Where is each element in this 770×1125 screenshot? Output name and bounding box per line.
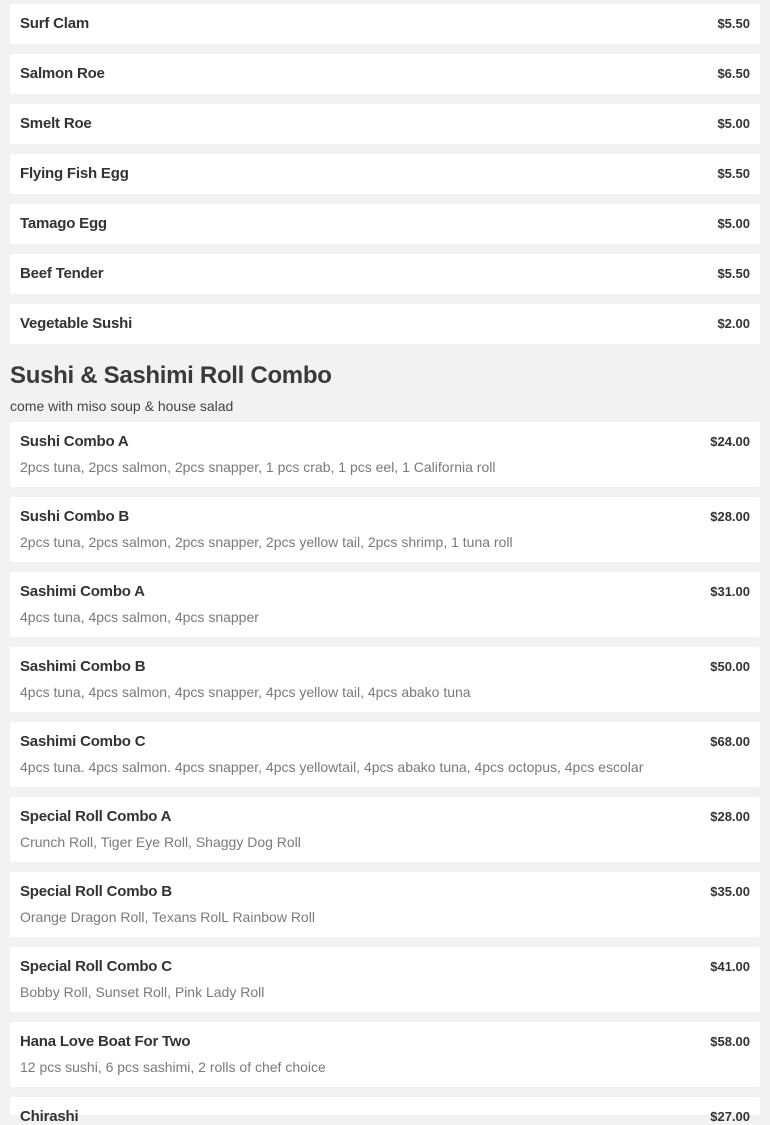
menu-item-card[interactable]	[10, 204, 760, 244]
menu-item-name: Sashimi Combo A	[20, 583, 145, 600]
menu-item-name: Sashimi Combo C	[20, 733, 146, 750]
menu-item-description: Orange Dragon Roll, Texans RolL Rainbow Roll	[20, 909, 315, 925]
menu-item-card[interactable]	[10, 422, 760, 487]
menu-item-name: Beef Tender	[20, 265, 104, 282]
menu-item-price: $35.00	[710, 884, 750, 899]
menu-item-name: Sushi Combo A	[20, 433, 129, 450]
menu-item-description: Bobby Roll, Sunset Roll, Pink Lady Roll	[20, 984, 265, 1000]
menu-item-card[interactable]	[10, 154, 760, 194]
menu-item-card[interactable]	[10, 1022, 760, 1087]
menu-item-name: Tamago Egg	[20, 215, 107, 232]
menu-item-price: $28.00	[710, 509, 750, 524]
menu-item-name: Salmon Roe	[20, 65, 105, 82]
menu-item-price: $27.00	[710, 1109, 750, 1124]
menu-item-card[interactable]	[10, 1097, 760, 1125]
menu-item-price: $5.50	[717, 166, 750, 181]
menu-item-name: Sashimi Combo B	[20, 658, 146, 675]
menu-item-card[interactable]	[10, 254, 760, 294]
menu-item-description: 4pcs tuna, 4pcs salmon, 4pcs snapper, 4pcs yellow tail, 4pcs abako tuna	[20, 684, 471, 700]
menu-item-name: Special Roll Combo B	[20, 883, 172, 900]
menu-item-description: Crunch Roll, Tiger Eye Roll, Shaggy Dog Roll	[20, 834, 301, 850]
menu-item-card[interactable]	[10, 4, 760, 44]
menu-item-name: Flying Fish Egg	[20, 165, 129, 182]
menu-item-description: 2pcs tuna, 2pcs salmon, 2pcs snapper, 1 pcs crab, 1 pcs eel, 1 California roll	[20, 459, 496, 475]
menu-item-price: $58.00	[710, 1034, 750, 1049]
menu-item-name: Vegetable Sushi	[20, 315, 133, 332]
menu-item-card[interactable]	[10, 54, 760, 94]
menu-item-price: $50.00	[710, 659, 750, 674]
menu-item-price: $2.00	[717, 316, 750, 331]
menu-item-card[interactable]	[10, 797, 760, 862]
menu-item-card[interactable]	[10, 947, 760, 1012]
menu-item-price: $28.00	[710, 809, 750, 824]
menu-item-card[interactable]	[10, 722, 760, 787]
menu-item-price: $6.50	[717, 66, 750, 81]
menu-item-name: Sushi Combo B	[20, 508, 130, 525]
menu-item-name: Surf Clam	[20, 15, 90, 32]
menu-item-description: 4pcs tuna. 4pcs salmon. 4pcs snapper, 4pcs yellowtail, 4pcs abako tuna, 4pcs octopus, 4pcs escolar	[20, 759, 644, 775]
menu-item-price: $24.00	[710, 434, 750, 449]
menu-item-description: 4pcs tuna, 4pcs salmon, 4pcs snapper	[20, 609, 259, 625]
menu-item-card[interactable]	[10, 304, 760, 344]
menu-item-name: Smelt Roe	[20, 115, 92, 132]
menu-item-name: Chirashi	[20, 1108, 79, 1125]
menu-item-price: $5.50	[717, 16, 750, 31]
menu-item-card[interactable]	[10, 104, 760, 144]
menu-item-card[interactable]	[10, 872, 760, 937]
menu-item-name: Hana Love Boat For Two	[20, 1033, 191, 1050]
menu-item-description: 2pcs tuna, 2pcs salmon, 2pcs snapper, 2pcs yellow tail, 2pcs shrimp, 1 tuna roll	[20, 534, 513, 550]
section-subtitle: come with miso soup & house salad	[10, 398, 234, 414]
menu-item-card[interactable]	[10, 572, 760, 637]
menu-item-price: $41.00	[710, 959, 750, 974]
menu-item-name: Special Roll Combo C	[20, 958, 172, 975]
menu-item-price: $31.00	[710, 584, 750, 599]
menu-item-price: $5.50	[717, 266, 750, 281]
menu-item-name: Special Roll Combo A	[20, 808, 172, 825]
menu-item-price: $5.00	[717, 116, 750, 131]
menu-item-price: $68.00	[710, 734, 750, 749]
menu-item-card[interactable]	[10, 497, 760, 562]
section-title: Sushi & Sashimi Roll Combo	[10, 362, 332, 389]
menu-item-price: $5.00	[717, 216, 750, 231]
menu-item-card[interactable]	[10, 647, 760, 712]
menu-item-description: 12 pcs sushi, 6 pcs sashimi, 2 rolls of chef choice	[20, 1059, 326, 1075]
